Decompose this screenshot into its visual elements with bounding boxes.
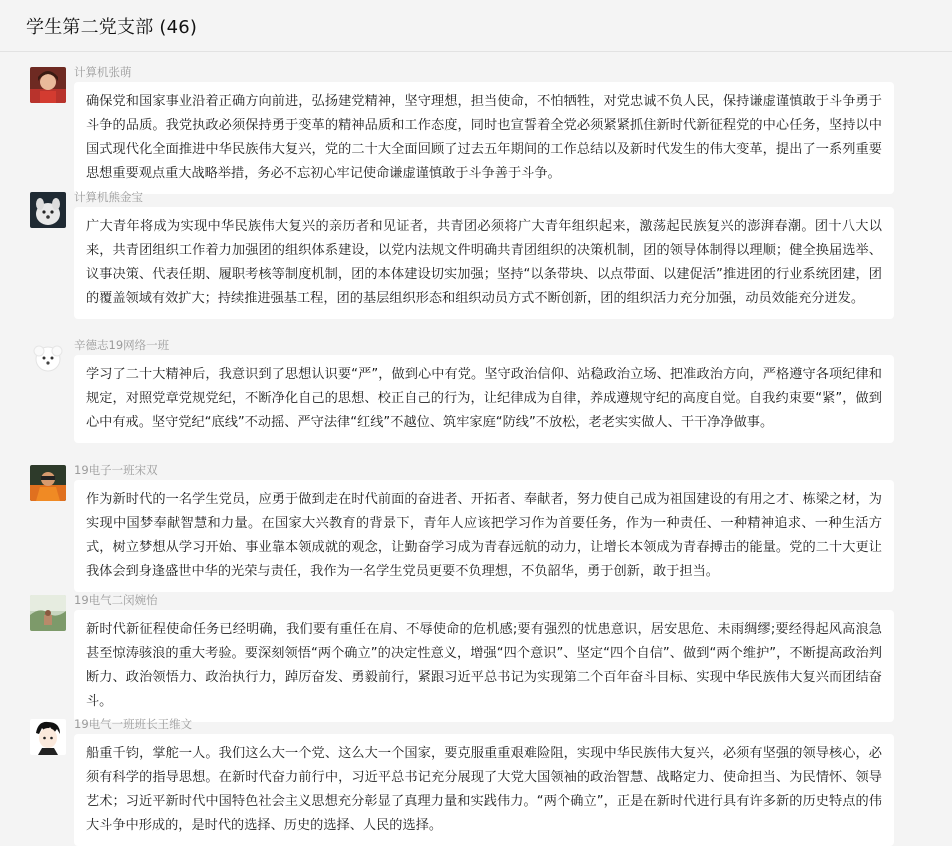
avatar[interactable] xyxy=(30,595,66,631)
member-count: (46) xyxy=(159,16,198,38)
sender-name[interactable]: 19电气一班班长王维文 xyxy=(74,717,193,731)
message-bubble: 广大青年将成为实现中华民族伟大复兴的亲历者和见证者，共青团必须将广大青年组织起来，激荡起民族复兴的澎湃春潮。团十八大以来，共青团组织工作着力加强团的组织体系建设，以党内法规文件明确共青团组织的决策机制，团的领导体制得以理顺；健全换届选举、议事决策、代表任期、履职考核等制度机制，团的本体建设切实加强；坚持“以条带块、以点带面、以建促活”推进团的行业系统团建，团的覆盖领域有效扩大；持续推进强基工程，团的基层组织形态和组织动员方式不断创新，团的组织活力充分加强，动员效能充分迸发。 xyxy=(74,207,894,319)
message-bubble: 作为新时代的一名学生党员，应勇于做到走在时代前面的奋进者、开拓者、奉献者，努力使自己成为祖国建设的有用之才、栋梁之材，为实现中国梦奉献智慧和力量。在国家大兴教育的背景下，青年人应该把学习作为首要任务，作为一种责任、一种精神追求、一种生活方式，树立梦想从学习开始、事业靠本领成就的观念，让勤奋学习成为青春远航的动力，让增长本领成为青春搏击的能量。党的二十大更让我体会到身逢盛世中华的光荣与责任，我作为一名学生党员更要不负理想，不负韶华，勇于创新，敢于担当。 xyxy=(74,480,894,592)
message-bubble: 新时代新征程使命任务已经明确，我们要有重任在肩、不辱使命的危机感;要有强烈的忧患意识，居安思危、未雨绸缪;要经得起风高浪急甚至惊涛骇浪的重大考验。要深刻领悟“两个确立”的决定性意义，增强“四个意识”、坚定“四个自信”、做到“两个维护”，不断提高政治判断力、政治领悟力、政治执行力，踔厉奋发、勇毅前行，紧跟习近平总书记为实现第二个百年奋斗目标、实现中华民族伟大复兴而团结奋斗。 xyxy=(74,610,894,722)
avatar[interactable] xyxy=(30,192,66,228)
sender-name[interactable]: 19电气二闵婉怡 xyxy=(74,593,158,607)
avatar-landscape-icon xyxy=(30,595,66,631)
message-bubble: 确保党和国家事业沿着正确方向前进，弘扬建党精神，坚守理想，担当使命，不怕牺牲，对党忠诚不负人民，保持谦虚谨慎敢于斗争勇于斗争的品质。我党执政必须保持勇于变革的精神品质和工作态度，同时也宣誓着全党必须紧紧抓住新时代新征程党的中心任务，坚持以中国式现代化全面推进中华民族伟大复兴，党的二十大全面回顾了过去五年期间的工作总结以及新时代发生的伟大变革，提出了一系列重要思想重要观点重大战略举措，务必不忘初心牢记使命谦虚谨慎敢于斗争善于斗争。 xyxy=(74,82,894,194)
sender-name[interactable]: 计算机张萌 xyxy=(74,65,132,79)
group-name: 学生第二党支部 xyxy=(26,16,154,38)
avatar-anime-boy-icon xyxy=(30,719,66,755)
message-bubble: 船重千钧，掌舵一人。我们这么大一个党、这么大一个国家，要克服重重艰难险阻，实现中华民族伟大复兴，必须有坚强的领导核心，必须有科学的指导思想。在新时代奋力前行中，习近平总书记充分展现了大党大国领袖的政治智慧、战略定力、使命担当、为民情怀、领导艺术；习近平新时代中国特色社会主义思想充分彰显了真理力量和实践伟力。“两个确立”，正是在新时代进行具有许多新的历史特点的伟大斗争中形成的，是时代的选择、历史的选择、人民的选择。 xyxy=(74,734,894,846)
sender-name[interactable]: 计算机熊金宝 xyxy=(74,190,143,204)
avatar-girl-red-icon xyxy=(30,67,66,103)
avatar[interactable] xyxy=(30,465,66,501)
avatar[interactable] xyxy=(30,67,66,103)
avatar-white-puppy-icon xyxy=(30,340,66,376)
chat-header xyxy=(0,0,952,52)
avatar-orange-person-icon xyxy=(30,465,66,501)
sender-name[interactable]: 辛德志19网络一班 xyxy=(74,338,170,352)
message-bubble: 学习了二十大精神后，我意识到了思想认识要“严”，做到心中有党。坚守政治信仰、站稳政治立场、把准政治方向，严格遵守各项纪律和规定，对照党章党规党纪，不断净化自己的思想、校正自己的行为，让纪律成为自律，养成遵规守纪的高度自觉。自我约束要“紧”，做到心中有戒。坚守党纪“底线”不动摇、严守法律“红线”不越位、筑牢家庭“防线”不放松，老老实实做人、干干净净做事。 xyxy=(74,355,894,443)
sender-name[interactable]: 19电子一班宋双 xyxy=(74,463,158,477)
group-title[interactable] xyxy=(26,13,197,39)
avatar[interactable] xyxy=(30,719,66,755)
avatar-white-dog-icon xyxy=(30,192,66,228)
avatar[interactable] xyxy=(30,340,66,376)
